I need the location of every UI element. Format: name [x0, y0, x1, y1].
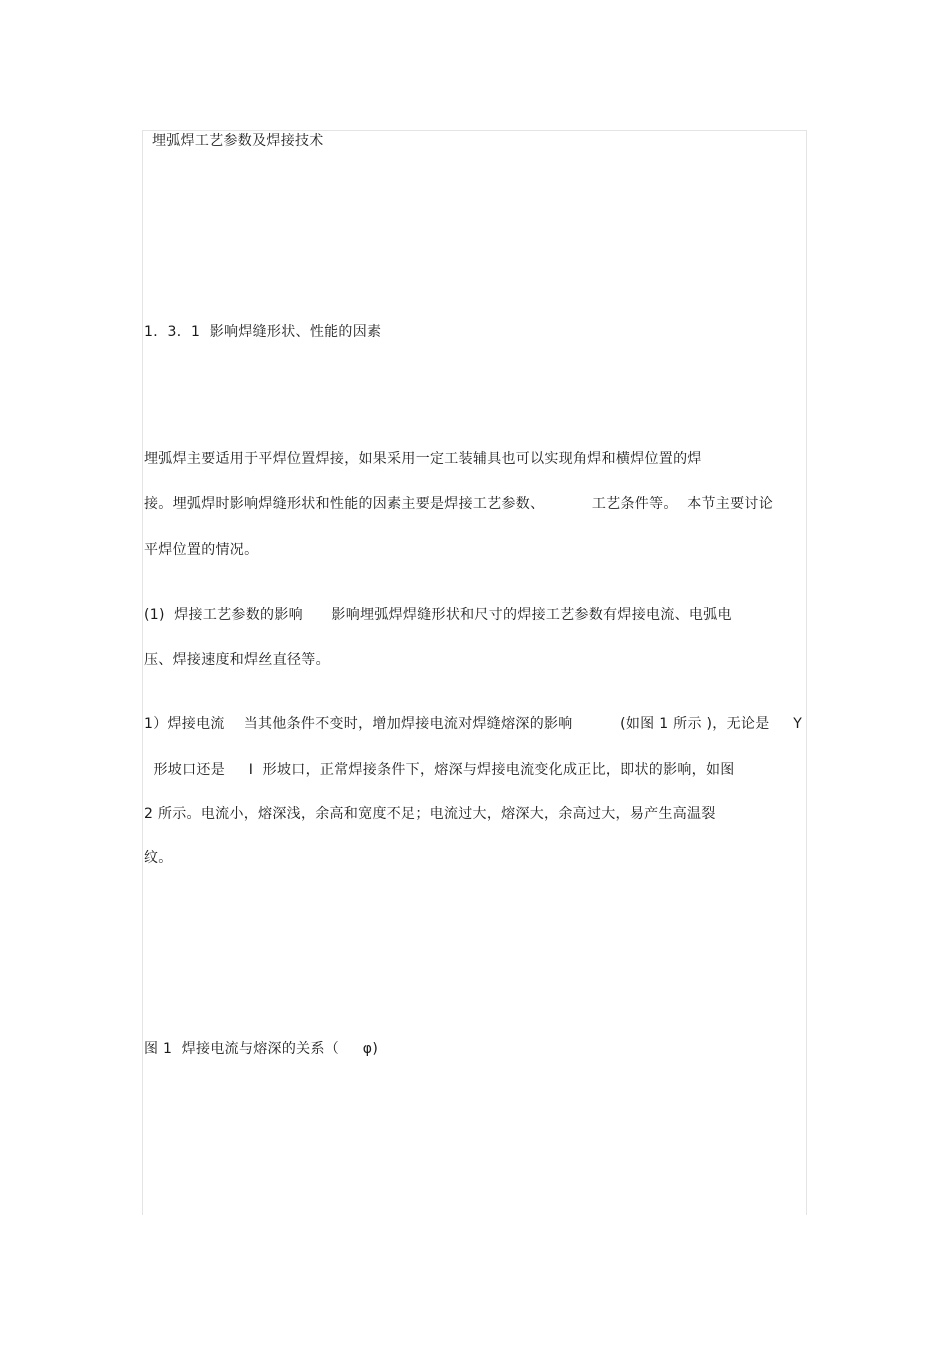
paragraph-line: 2 所示。电流小，熔深浅，余高和宽度不足；电流过大，熔深大，余高过大，易产生高温裂 [144, 806, 716, 822]
paragraph-line: 1）焊接电流 当其他条件不变时，增加焊接电流对焊缝熔深的影响 (如图 1 所示 )，无论是 Y [144, 716, 803, 732]
paragraph-line: (1) 焊接工艺参数的影响 影响埋弧焊焊缝形状和尺寸的焊接工艺参数有焊接电流、电弧电 [144, 607, 732, 623]
section-heading: 1．3．1 影响焊缝形状、性能的因素 [144, 324, 382, 340]
document-title: 埋弧焊工艺参数及焊接技术 [152, 133, 324, 149]
paragraph-line: 纹。 [144, 850, 173, 866]
paragraph-line: 埋弧焊主要适用于平焊位置焊接，如果采用一定工装辅具也可以实现角焊和横焊位置的焊 [144, 451, 702, 467]
figure-caption: 图 1 焊接电流与熔深的关系（ φ) [144, 1041, 379, 1057]
paragraph-line: 平焊位置的情况。 [144, 542, 259, 558]
page-frame-top-border [143, 130, 807, 131]
paragraph-line: 接。埋弧焊时影响焊缝形状和性能的因素主要是焊接工艺参数、 工艺条件等。 本节主要讨论 [144, 496, 773, 512]
paragraph-line: 形坡口还是 I 形坡口，正常焊接条件下，熔深与焊接电流变化成正比，即状的影响，如图 [144, 762, 735, 778]
page-frame-left-border [142, 130, 143, 1215]
page-frame-right-border [806, 130, 807, 1215]
paragraph-line: 压、焊接速度和焊丝直径等。 [144, 652, 330, 668]
